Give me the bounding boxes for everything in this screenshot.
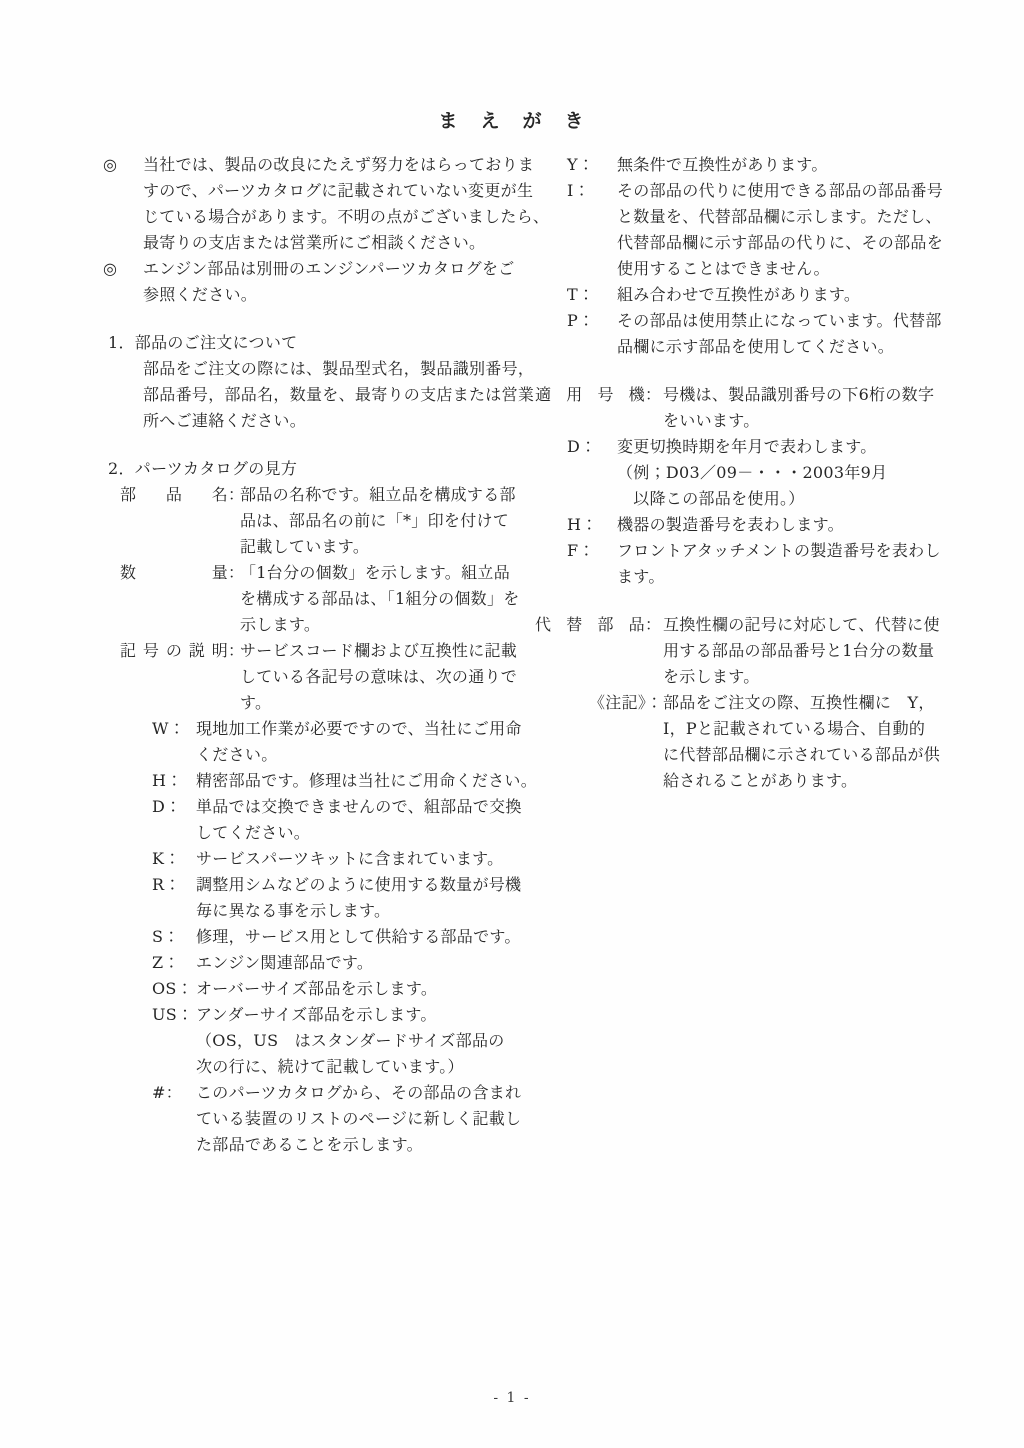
section-heading: 1．部品のご注文について (108, 333, 298, 352)
term-colon: ： (228, 485, 245, 504)
note-label: 《注記》： (589, 693, 663, 712)
code-row (152, 872, 548, 924)
code-label: F： (567, 541, 595, 560)
text-line: 示します。 (240, 615, 321, 634)
term-colon: ： (228, 563, 245, 582)
code-row (567, 512, 950, 538)
text-line: 品は、部品名の前に「*」印を付けて (240, 511, 510, 530)
text-lines (143, 152, 549, 256)
code-row (152, 976, 548, 1002)
text-line: すので、パーツカタログに記載されていない変更が生 (143, 181, 534, 200)
text-lines (240, 638, 548, 716)
text-line: 参照ください。 (143, 285, 258, 304)
text-line: 部品をご注文の際には、製品型式名，製品識別番号， (143, 359, 535, 378)
text-line: 精密部品です。修理は当社にご用命ください。 (196, 771, 538, 790)
text-lines (240, 482, 548, 560)
code-label: H： (152, 771, 183, 790)
text-line: 組み合わせで互換性があります。 (617, 285, 861, 304)
code-label: Z： (152, 953, 180, 972)
code-row (567, 282, 950, 308)
code-row (152, 1002, 548, 1080)
text-line: す。 (240, 693, 272, 712)
text-line: 部品の名称です。組立品を構成する部 (240, 485, 516, 504)
bullet-row (100, 152, 548, 256)
text-line: 所へご連絡ください。 (143, 411, 307, 430)
column-left (100, 152, 548, 1158)
text-line: している各記号の意味は、次の通りで (240, 667, 518, 686)
code-label: D： (567, 437, 597, 456)
text-line: 次の行に、続けて記載しています。） (196, 1057, 464, 1076)
term-label: 代 替 部 品 (535, 615, 645, 634)
text-line: 部品番号，部品名，数量を、最寄りの支店または営業 (143, 385, 535, 404)
text-lines (143, 256, 548, 308)
text-line: 変更切換時期を年月で表わします。 (617, 437, 877, 456)
text-line: 用する部品の部品番号と1台分の数量 (663, 641, 935, 660)
text-line: フロントアタッチメントの製造番号を表わし (617, 541, 941, 560)
text-line: その部品は使用禁止になっています。代替部 (617, 311, 942, 330)
text-line: ください。 (196, 745, 278, 764)
text-line: オーバーサイズ部品を示します。 (196, 979, 438, 998)
text-line: 単品では交換できませんので、組部品で交換 (196, 797, 522, 816)
term-row (120, 482, 548, 560)
code-row (152, 846, 548, 872)
text-lines (617, 282, 950, 308)
code-row (152, 950, 548, 976)
text-line: を構成する部品は、「1組分の個数」を (240, 589, 520, 608)
code-row (152, 794, 548, 846)
code-label: US： (152, 1005, 194, 1024)
text-line: ます。 (617, 567, 665, 586)
term-colon: ： (228, 641, 245, 660)
code-row (152, 1080, 548, 1158)
text-line: 号機は、製品識別番号の下6桁の数字 (663, 385, 935, 404)
term-label: 記 号 の 説 明 (120, 641, 228, 660)
text-line: を示します。 (663, 667, 760, 686)
term-row (535, 612, 950, 690)
text-line: （OS，US はスタンダードサイズ部品の (196, 1031, 505, 1050)
code-row (152, 768, 548, 794)
text-line: 使用することはできません。 (617, 259, 830, 278)
code-label: K： (152, 849, 181, 868)
code-row (152, 924, 548, 950)
text-line: I，Pと記載されている場合、自動的 (663, 719, 926, 738)
text-line: 毎に異なる事を示します。 (196, 901, 391, 920)
code-label: Y： (567, 155, 595, 174)
text-lines (617, 178, 950, 282)
text-line: 当社では、製品の改良にたえず努力をはらっておりま (143, 155, 535, 174)
text-line: 互換性欄の記号に対応して、代替に使 (663, 615, 940, 634)
text-lines (196, 872, 548, 924)
column-right (535, 152, 950, 794)
code-label: D： (152, 797, 182, 816)
text-line: をいいます。 (663, 411, 760, 430)
code-row (152, 716, 548, 768)
text-lines (617, 538, 950, 590)
text-lines (196, 924, 548, 950)
code-label: P： (567, 311, 595, 330)
text-line: 記載しています。 (240, 537, 370, 556)
text-line: 給されることがあります。 (663, 771, 858, 790)
code-row (567, 178, 950, 282)
text-line: 最寄りの支店または営業所にご相談ください。 (143, 233, 486, 252)
text-line: その部品の代りに使用できる部品の部品番号 (617, 181, 944, 200)
code-label: W： (152, 719, 186, 738)
bullet-row (100, 256, 548, 308)
code-label: OS： (152, 979, 193, 998)
code-row (567, 538, 950, 590)
text-lines (196, 1002, 548, 1080)
text-lines (143, 356, 548, 434)
text-line: 「1台分の個数」を示します。組立品 (240, 563, 510, 582)
term-row (120, 560, 548, 638)
code-label: #： (152, 1083, 183, 1102)
code-label: H： (567, 515, 598, 534)
text-line: 調整用シムなどのように使用する数量が号機 (196, 875, 522, 894)
text-line: ている装置のリストのページに新しく記載し (196, 1109, 522, 1128)
text-line: アンダーサイズ部品を示します。 (196, 1005, 437, 1024)
page-title: ま え が き (438, 110, 586, 132)
text-line: サービスコード欄および互換性に記載 (240, 641, 518, 660)
bullet-marker: ◎ (103, 155, 118, 174)
code-label: R： (152, 875, 181, 894)
text-line: エンジン部品は別冊のエンジンパーツカタログをご (143, 259, 515, 278)
term-colon: ： (645, 385, 662, 404)
text-line: 部品をご注文の際、互換性欄に Y， (663, 693, 935, 712)
term-colon: ： (645, 615, 662, 634)
term-row (535, 382, 950, 434)
text-line: 無条件で互換性があります。 (617, 155, 828, 174)
text-lines (196, 950, 548, 976)
text-line: た部品であることを示します。 (196, 1135, 423, 1154)
text-lines (617, 308, 950, 360)
text-lines (663, 382, 950, 434)
text-line: じている場合があります。不明の点がございましたら、 (143, 207, 550, 226)
text-lines (240, 560, 548, 638)
code-row (567, 152, 950, 178)
text-line: 以降この部品を使用。） (617, 489, 805, 508)
text-line: 機器の製造番号を表わします。 (617, 515, 844, 534)
text-lines (196, 1080, 548, 1158)
text-lines (196, 794, 548, 846)
section-heading: 2．パーツカタログの見方 (108, 459, 298, 478)
text-line: に代替部品欄に示されている部品が供 (663, 745, 941, 764)
text-line: 修理，サービス用として供給する部品です。 (196, 927, 521, 946)
text-lines (196, 846, 548, 872)
note-row (589, 690, 950, 794)
code-label: I： (567, 181, 590, 200)
text-line: サービスパーツキットに含まれています。 (196, 849, 504, 868)
text-lines (196, 976, 548, 1002)
term-label: 部 品 名 (120, 485, 228, 504)
text-lines (663, 612, 950, 690)
text-line: 現地加工作業が必要ですので、当社にご用命 (196, 719, 522, 738)
code-label: S： (152, 927, 180, 946)
footer-page-number: - 1 - (493, 1390, 531, 1406)
text-line: エンジン関連部品です。 (196, 953, 374, 972)
text-lines (617, 512, 950, 538)
text-lines (617, 434, 950, 512)
bullet-marker: ◎ (103, 259, 118, 278)
text-lines (617, 152, 950, 178)
code-label: T： (567, 285, 595, 304)
text-line: （例；D03／09－・・・2003年9月 (617, 463, 888, 482)
text-lines (196, 768, 548, 794)
text-line: 品欄に示す部品を使用してください。 (617, 337, 895, 356)
text-line: このパーツカタログから、その部品の含まれ (196, 1083, 522, 1102)
text-line: してください。 (196, 823, 311, 842)
term-label: 数 量 (120, 563, 228, 582)
text-line: と数量を、代替部品欄に示します。ただし、 (617, 207, 942, 226)
text-lines (663, 690, 950, 794)
code-row (567, 308, 950, 360)
body-row (143, 356, 548, 434)
term-row (120, 638, 548, 716)
text-lines (196, 716, 548, 768)
code-row (567, 434, 950, 512)
term-label: 適 用 号 機 (535, 385, 645, 404)
text-line: 代替部品欄に示す部品の代りに、その部品を (617, 233, 944, 252)
